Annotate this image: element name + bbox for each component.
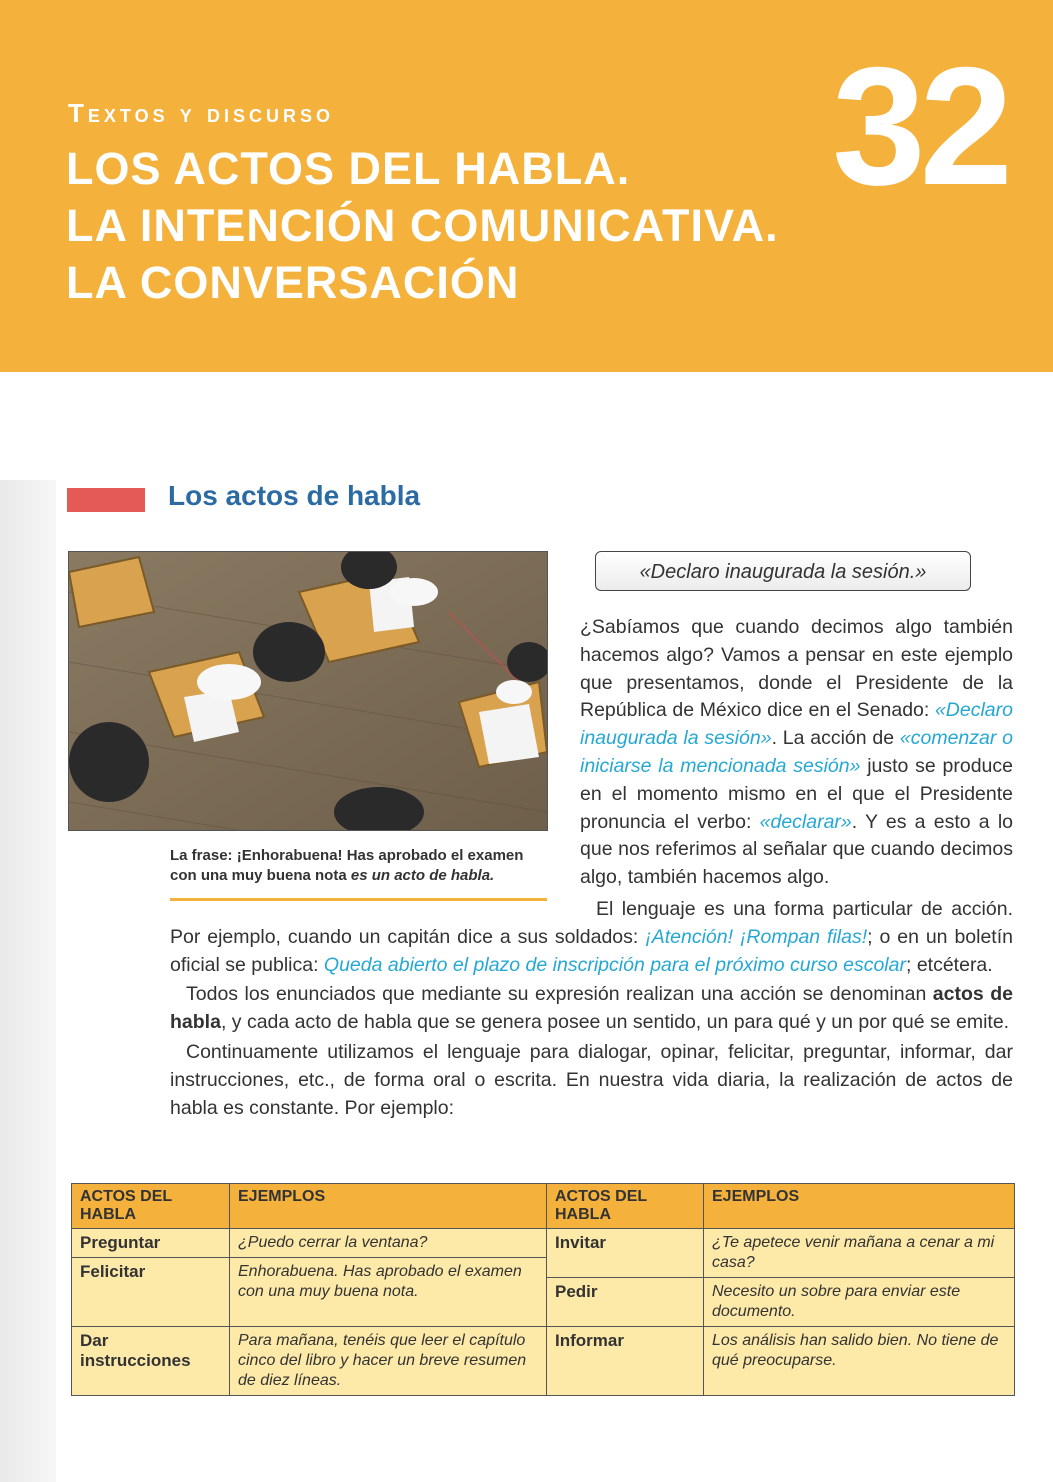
- table-cell-example: Necesito un sobre para enviar este documento.: [704, 1278, 1015, 1327]
- table-row: [72, 1327, 1015, 1396]
- chapter-number: 32: [832, 32, 1007, 220]
- table-cell-act: Dar instrucciones: [72, 1327, 230, 1396]
- table-header-cell: ACTOS DEL HABLA: [72, 1184, 230, 1229]
- text-run: , y cada acto de habla que se genera posee un sentido, un para qué y un por qué se emite.: [220, 1011, 1010, 1034]
- highlight-run: «comenzar o iniciarse la mencionada sesión»: [580, 727, 1013, 777]
- chapter-title-line: LOS ACTOS DEL HABLA.: [66, 143, 631, 194]
- table-cell-act: Invitar: [547, 1229, 704, 1278]
- table-cell-example: Enhorabuena. Has aprobado el examen con una muy buena nota.: [230, 1258, 547, 1327]
- table-row: [72, 1229, 1015, 1258]
- speech-acts-table: [71, 1183, 1015, 1396]
- highlight-run: «declarar»: [759, 810, 852, 833]
- bold-run: actos de habla: [170, 983, 1013, 1034]
- highlight-run: ¡Atención! ¡Rompan filas!: [645, 925, 868, 948]
- body-paragraph-2: [170, 896, 1013, 979]
- table-cell-act: Informar: [547, 1327, 704, 1396]
- table-cell-example: ¿Puedo cerrar la ventana?: [230, 1229, 547, 1258]
- table-header-cell: EJEMPLOS: [704, 1184, 1015, 1229]
- highlight-run: «Declaro inaugurada la sesión»: [580, 699, 1013, 750]
- text-run: ; etcétera.: [905, 953, 993, 976]
- table-cell-example: Para mañana, tenéis que leer el capítulo cinco del libro y hacer un breve resumen de diez líneas.: [230, 1327, 547, 1396]
- table-cell-act: Pedir: [547, 1278, 704, 1327]
- highlight-run: Queda abierto el plazo de inscripción para el próximo curso escolar: [323, 953, 906, 976]
- text-run: ; o en un boletín oficial se publica:: [170, 925, 1013, 976]
- caption-italic: es un acto de habla.: [346, 867, 495, 884]
- classroom-exam-photo: [68, 551, 548, 831]
- table-header-cell: EJEMPLOS: [230, 1184, 547, 1229]
- text-run: . La acción de: [771, 727, 900, 750]
- body-paragraph-3: [170, 981, 1013, 1037]
- chapter-title: [66, 140, 779, 311]
- chapter-header: [0, 0, 1053, 372]
- table-header-cell: ACTOS DEL HABLA: [547, 1184, 704, 1229]
- body-text-block: [170, 896, 1013, 1122]
- chapter-title-line: LA INTENCIÓN COMUNICATIVA.: [66, 200, 779, 251]
- chapter-title-line: LA CONVERSACIÓN: [66, 257, 520, 308]
- table-cell-act: Preguntar: [72, 1229, 230, 1258]
- body-paragraph-4: Continuamente utilizamos el lenguaje para dialogar, opinar, felicitar, preguntar, informar, dar instrucciones, etc., de forma oral o escrita. En nuestra vida diaria, la realización de actos de habla es constante. Por ejemplo:: [170, 1040, 1013, 1119]
- text-run: Todos los enunciados que mediante su expresión realizan una acción se denominan: [186, 983, 933, 1006]
- photo-caption: [170, 846, 550, 886]
- table-cell-example: ¿Te apetece venir mañana a cenar a mi casa?: [704, 1229, 1015, 1278]
- text-run: ¿Sabíamos que cuando decimos algo también hacemos algo? Vamos a pensar en este ejemplo que presentamos, donde el Presidente de la República de México dice en el Senado:: [580, 616, 1013, 722]
- text-run: . Y es a esto a lo que nos referimos al señalar que cuando decimos algo, también hacemos algo.: [580, 810, 1013, 889]
- text-run: justo se produce en el momento mismo en el que el Presidente pronuncia el verbo:: [580, 754, 1013, 833]
- section-accent-bar: [67, 488, 145, 512]
- margin-strip: [0, 480, 56, 1482]
- text-run: El lenguaje es una forma particular de acción. Por ejemplo, cuando un capitán dice a sus soldados:: [170, 898, 1013, 948]
- quote-box: «Declaro inaugurada la sesión.»: [595, 551, 971, 591]
- chapter-kicker: Textos y discurso: [68, 98, 335, 128]
- body-paragraph-1: [580, 614, 1013, 892]
- caption-text: La frase: ¡Enhorabuena! Has aprobado el examen con una muy buena nota: [170, 847, 524, 884]
- table-header-row: [72, 1184, 1015, 1229]
- table-cell-example: Los análisis han salido bien. No tiene de qué preocuparse.: [704, 1327, 1015, 1396]
- section-title: Los actos de habla: [168, 480, 421, 511]
- table-cell-act: Felicitar: [72, 1258, 230, 1327]
